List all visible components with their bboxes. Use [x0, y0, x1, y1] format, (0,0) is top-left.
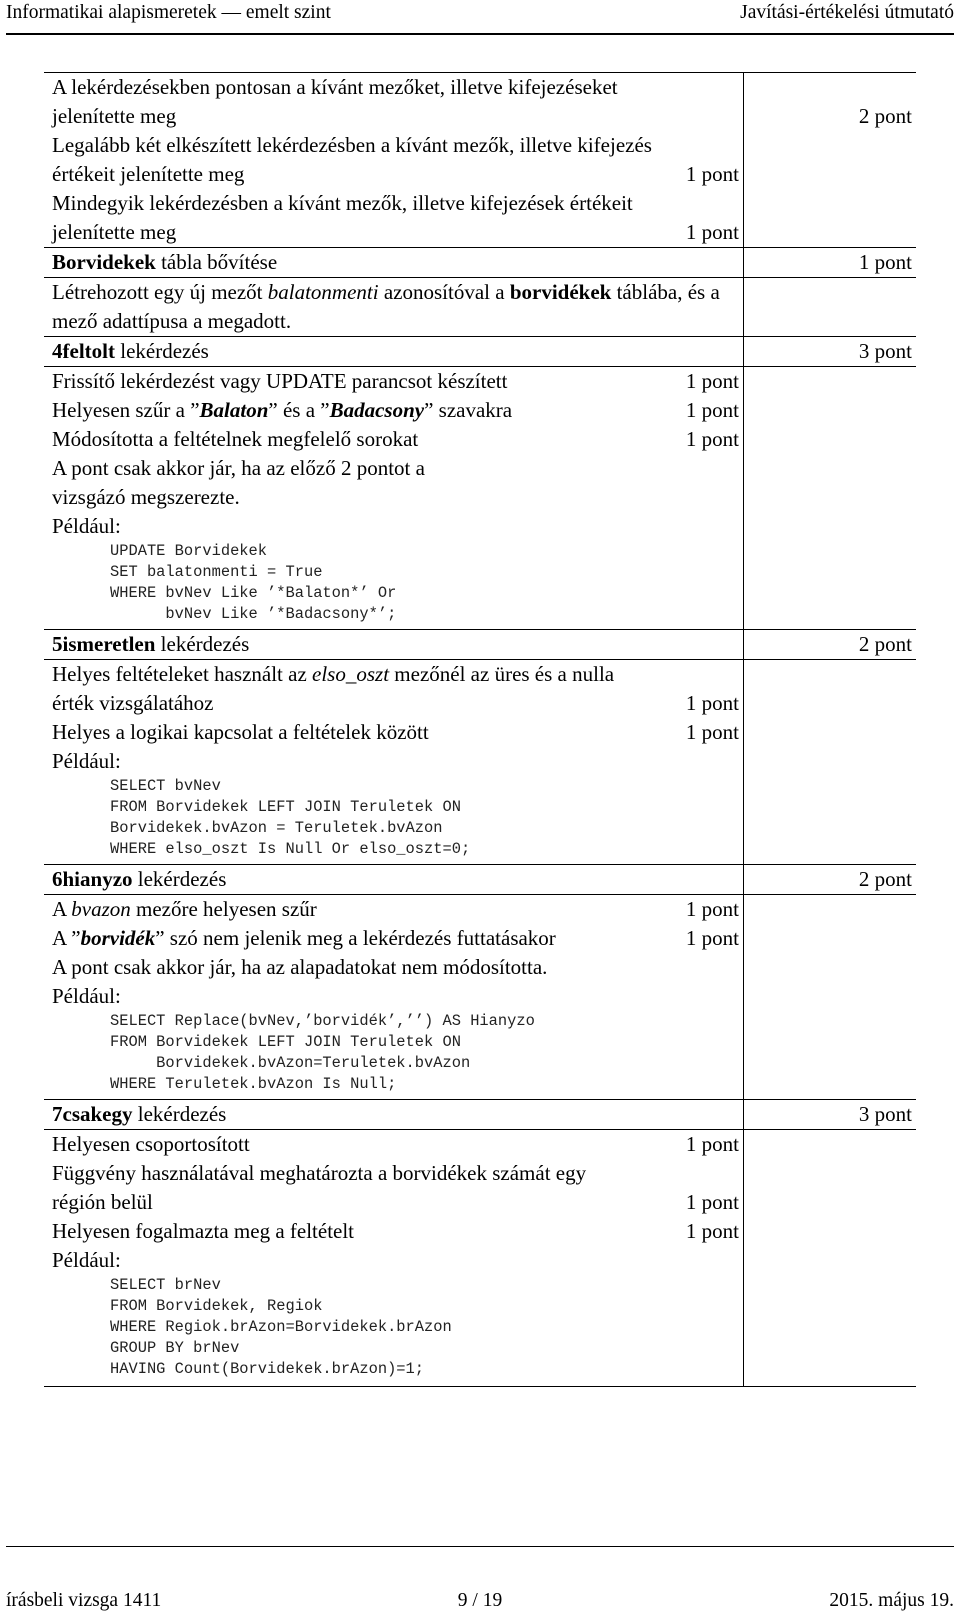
block6-item1: Helyesen csoportosított [52, 1132, 250, 1156]
block4-item2: Helyes a logikai kapcsolat a feltételek között [52, 720, 429, 744]
scoring-table [44, 72, 916, 1387]
block3-item1: Frissítő lekérdezést vagy UPDATE parancsot készített [52, 369, 508, 393]
block-fields [44, 72, 916, 248]
block5-total: 2 pont [858, 867, 912, 891]
block3-pelda: Például: [52, 514, 121, 538]
header-rule [6, 33, 954, 35]
block3-item3: Módosította a feltételnek megfelelő sorokat [52, 427, 419, 451]
block3-code: UPDATE Borvidekek SET balatonmenti = True WHERE bvNev Like ’*Balaton*’ Or bvNev Like ’*Badacsony*’; [110, 542, 397, 623]
block5-item1-points: 1 pont [685, 897, 739, 921]
footer-page-number: 9 / 19 [457, 1590, 503, 1611]
footer-rule [6, 1546, 954, 1547]
block1-item1: Legalább két elkészített lekérdezésben a kívánt mezők, illetve kifejezés értékeit jelenítette meg [52, 133, 652, 186]
block3-item2: Helyesen szűr a ”Balaton” és a ”Badacsony” szavakra [52, 398, 513, 422]
block5-note: A pont csak akkor jár, ha az alapadatokat nem módosította. [52, 955, 548, 979]
block4-item1-points: 1 pont [685, 691, 739, 715]
block-7csakegy-body [44, 1130, 916, 1387]
block5-title-rest: lekérdezés [132, 867, 227, 891]
block1-total: 2 pont [858, 104, 912, 128]
block2-title-bold: Borvidekek [52, 250, 156, 274]
block6-item1-points: 1 pont [685, 1132, 739, 1156]
block5-item1: A bvazon mezőre helyesen szűr [52, 897, 317, 921]
block5-code: SELECT Replace(bvNev,’borvidék’,’’) AS Hianyzo FROM Borvidekek LEFT JOIN Teruletek ON Borvidekek.bvAzon=Teruletek.bvAzon WHERE Teruletek.bvAzon Is Null; [110, 1012, 535, 1093]
block1-item2: Mindegyik lekérdezésben a kívánt mezők, illetve kifejezések értékeit jelenítette meg [52, 191, 633, 244]
block-borvidekek-header [44, 248, 916, 278]
block-5ismeretlen-header [44, 630, 916, 660]
block1-item2-points: 1 pont [685, 220, 739, 244]
block-7csakegy-header [44, 1100, 916, 1130]
block6-item2-points: 1 pont [685, 1190, 739, 1214]
block4-item2-points: 1 pont [685, 720, 739, 744]
block-6hianyzo-header [44, 865, 916, 895]
block6-title-bold: 7csakegy [52, 1102, 133, 1126]
block6-pelda: Például: [52, 1248, 121, 1272]
block3-item3-points: 1 pont [685, 427, 739, 451]
page-footer [6, 1546, 954, 1616]
header-right: Javítási-értékelési útmutató [740, 2, 954, 23]
block4-title-rest: lekérdezés [155, 632, 250, 656]
block3-note: A pont csak akkor jár, ha az előző 2 pontot a vizsgázó megszerezte. [52, 456, 425, 509]
block1-item1-points: 1 pont [685, 162, 739, 186]
block5-item2-points: 1 pont [685, 926, 739, 950]
block6-total: 3 pont [858, 1102, 912, 1126]
block-4feltolt-header [44, 337, 916, 367]
block-4feltolt-body [44, 367, 916, 630]
header-left: Informatikai alapismeretek — emelt szint [6, 2, 331, 23]
block5-title-bold: 6hianyzo [52, 867, 133, 891]
block5-pelda: Például: [52, 984, 121, 1008]
block6-title-rest: lekérdezés [132, 1102, 227, 1126]
block3-item1-points: 1 pont [685, 369, 739, 393]
block6-item3: Helyesen fogalmazta meg a feltételt [52, 1219, 355, 1243]
block3-item2-points: 1 pont [685, 398, 739, 422]
block1-intro: A lekérdezésekben pontosan a kívánt mezőket, illetve kifejezéseket jelenítette meg [52, 75, 618, 128]
block2-total: 1 pont [858, 250, 912, 274]
block5-item2: A ”borvidék” szó nem jelenik meg a lekérdezés futtatásakor [52, 926, 556, 950]
footer-left: írásbeli vizsga 1411 [6, 1590, 162, 1611]
block-6hianyzo-body [44, 895, 916, 1100]
block-5ismeretlen-body [44, 660, 916, 865]
block4-total: 2 pont [858, 632, 912, 656]
block4-pelda: Például: [52, 749, 121, 773]
footer-date: 2015. május 19. [829, 1590, 954, 1611]
block6-code: SELECT brNev FROM Borvidekek, Regiok WHERE Regiok.brAzon=Borvidekek.brAzon GROUP BY brNev HAVING Count(Borvidekek.brAzon)=1; [110, 1276, 452, 1378]
block3-total: 3 pont [858, 339, 912, 363]
block6-item3-points: 1 pont [685, 1219, 739, 1243]
block-borvidekek-body [44, 278, 916, 337]
block4-code: SELECT bvNev FROM Borvidekek LEFT JOIN Teruletek ON Borvidekek.bvAzon = Teruletek.bvAzon WHERE elso_oszt Is Null Or elso_oszt=0; [110, 777, 471, 858]
block3-title-bold: 4feltolt [52, 339, 115, 363]
block2-text: Létrehozott egy új mezőt balatonmenti azonosítóval a borvidékek táblába, és a mező adattípusa a megadott. [52, 280, 720, 333]
block4-item1: Helyes feltételeket használt az elso_oszt mezőnél az üres és a nulla érték vizsgálatához [52, 662, 615, 715]
page-header [6, 0, 954, 36]
block3-title-rest: lekérdezés [114, 339, 209, 363]
block2-title-rest: tábla bővítése [155, 250, 278, 274]
block6-item2: Függvény használatával meghatározta a borvidékek számát egy régión belül [52, 1161, 587, 1214]
block4-title-bold: 5ismeretlen [52, 632, 156, 656]
